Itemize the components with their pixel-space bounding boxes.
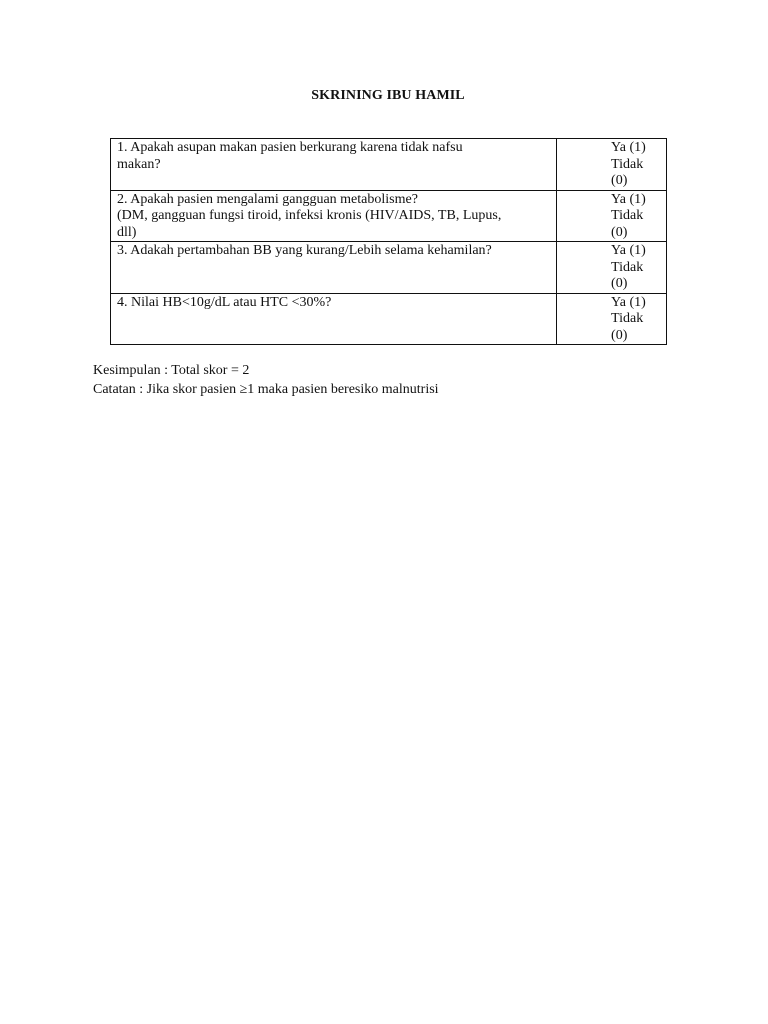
answer-yes: Ya (1)	[611, 294, 646, 310]
question-cell	[111, 293, 557, 345]
answer-yes: Ya (1)	[611, 191, 646, 207]
page-title: SKRINING IBU HAMIL	[311, 88, 465, 103]
question-line: dll)	[117, 224, 137, 240]
table-row	[111, 139, 667, 191]
notes	[93, 361, 439, 399]
answer-no: Tidak	[611, 259, 644, 275]
question-line: 3. Adakah pertambahan BB yang kurang/Lebih selama kehamilan?	[117, 243, 492, 258]
answer-no: Tidak	[611, 208, 644, 223]
answer-cell	[557, 190, 667, 242]
answer-no-value: (0)	[611, 173, 628, 188]
question-cell	[111, 190, 557, 242]
answer-yes: Ya (1)	[611, 243, 646, 258]
answer-cell	[557, 242, 667, 294]
question-cell	[111, 139, 557, 191]
question-line: 1. Apakah asupan makan pasien berkurang karena tidak nafsu	[117, 140, 463, 155]
question-line: makan?	[117, 156, 161, 172]
note-text: Catatan : Jika skor pasien ≥1 maka pasien beresiko malnutrisi	[93, 382, 439, 397]
answer-no-value: (0)	[611, 327, 628, 343]
answer-cell	[557, 293, 667, 345]
question-cell	[111, 242, 557, 294]
answer-yes: Ya (1)	[611, 140, 646, 155]
question-line: 2. Apakah pasien mengalami gangguan metabolisme?	[117, 191, 418, 207]
question-line: 4. Nilai HB<10g/dL atau HTC <30%?	[117, 294, 332, 310]
table-row	[111, 242, 667, 294]
answer-no-value: (0)	[611, 224, 628, 240]
table-row	[111, 190, 667, 242]
answer-no: Tidak	[611, 311, 644, 326]
answer-no: Tidak	[611, 156, 644, 172]
conclusion-text: Kesimpulan : Total skor = 2	[93, 363, 250, 378]
table-row	[111, 293, 667, 345]
screening-table	[110, 138, 667, 345]
answer-no-value: (0)	[611, 276, 628, 291]
answer-cell	[557, 139, 667, 191]
question-line: (DM, gangguan fungsi tiroid, infeksi kronis (HIV/AIDS, TB, Lupus,	[117, 208, 502, 223]
